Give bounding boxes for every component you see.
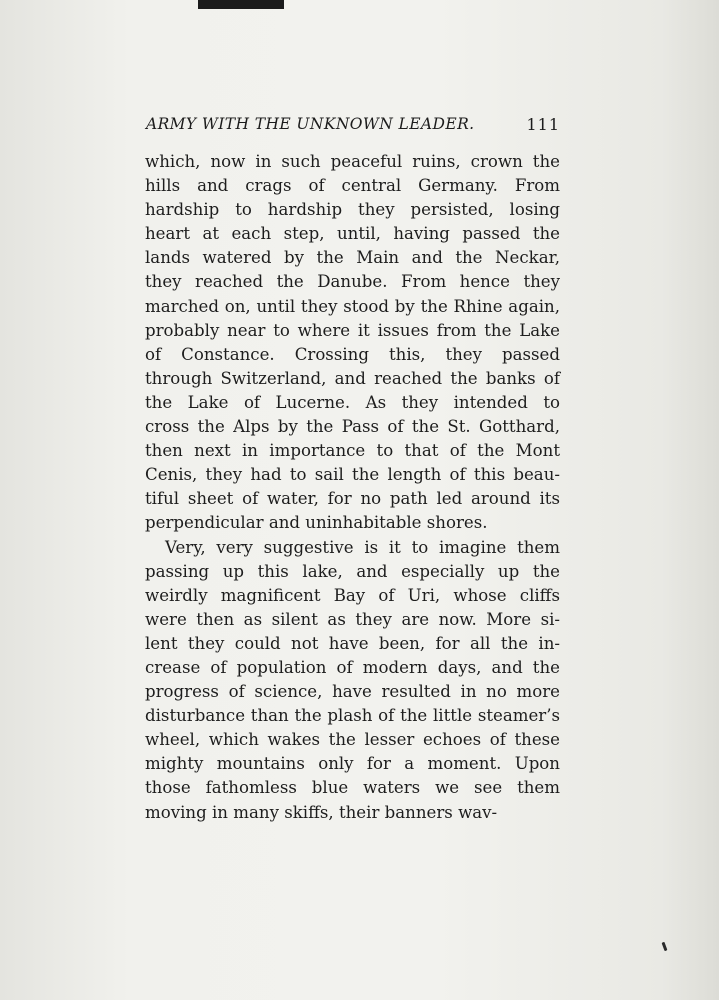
text-line: weirdly magnificent Bay of Uri, whose cliffs <box>145 585 560 605</box>
text-line: hardship to hardship they persisted, losing <box>145 200 560 220</box>
text-line: crease of population of modern days, and the <box>145 657 560 677</box>
text-line: the Lake of Lucerne. As they intended to <box>145 392 560 412</box>
text-line: were then as silent as they are now. More si- <box>145 609 560 629</box>
text-line: wheel, which wakes the lesser echoes of these <box>145 730 560 750</box>
text-line: progress of science, have resulted in no more <box>145 682 560 702</box>
text-line: lands watered by the Main and the Neckar, <box>145 248 560 268</box>
text-line: lent they could not have been, for all the in- <box>145 633 560 653</box>
text-line: perpendicular and uninhabitable shores. <box>145 513 488 533</box>
text-line: of Constance. Crossing this, they passed <box>145 344 560 364</box>
paragraph <box>145 536 560 825</box>
text-line: hills and crags of central Germany. From <box>145 176 560 196</box>
text-line: Cenis, they had to sail the length of this beau- <box>145 465 560 485</box>
text-line: heart at each step, until, having passed the <box>145 224 560 244</box>
text-line: they reached the Danube. From hence they <box>145 272 560 292</box>
text-line: cross the Alps by the Pass of the St. Gotthard, <box>145 417 560 437</box>
body-text <box>145 150 560 825</box>
text-line: tiful sheet of water, for no path led around its <box>145 489 560 509</box>
text-line: mighty mountains only for a moment. Upon <box>145 754 560 774</box>
running-title: ARMY WITH THE UNKNOWN LEADER. <box>146 115 475 133</box>
page-number: 111 <box>526 115 560 134</box>
text-line: passing up this lake, and especially up the <box>145 561 560 581</box>
text-line: disturbance than the plash of the little steamer’s <box>145 706 560 726</box>
text-line: moving in many skiffs, their banners wav- <box>145 802 498 822</box>
paragraph <box>145 150 560 536</box>
running-head <box>146 115 560 139</box>
text-line: which, now in such peaceful ruins, crown the <box>145 152 560 171</box>
scan-edge-mark <box>198 0 284 9</box>
text-line: through Switzerland, and reached the banks of <box>145 368 560 388</box>
text-line: those fathomless blue waters we see them <box>145 778 560 798</box>
ink-speck <box>662 942 668 951</box>
text-line: marched on, until they stood by the Rhine again, <box>145 296 560 316</box>
text-line: probably near to where it issues from the Lake <box>145 320 560 340</box>
text-line: then next in importance to that of the Mont <box>145 441 560 461</box>
text-line: Very, very suggestive is it to imagine them <box>165 537 560 557</box>
